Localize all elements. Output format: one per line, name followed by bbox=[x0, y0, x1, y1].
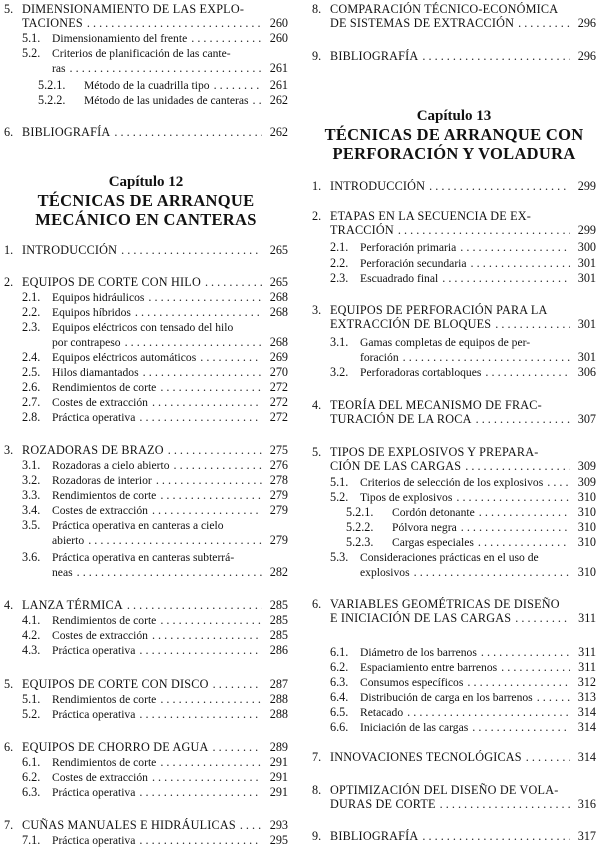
page-number: 301 bbox=[577, 271, 596, 285]
entry-title: VARIABLES GEOMÉTRICAS DE DISEÑO bbox=[330, 597, 560, 611]
entry-number: 2.3. bbox=[330, 271, 349, 285]
entry-number: 9. bbox=[312, 49, 322, 63]
page-number: 296 bbox=[577, 49, 596, 63]
entry-title: explosivos bbox=[360, 566, 410, 579]
toc-entry bbox=[312, 535, 596, 550]
chapter-heading bbox=[312, 107, 596, 163]
toc-entry bbox=[4, 320, 288, 350]
entry-title: Equipos eléctricos automáticos bbox=[52, 351, 197, 364]
entry-number: 3.1. bbox=[22, 458, 41, 472]
toc-entry bbox=[4, 818, 288, 832]
entry-number: 6.2. bbox=[22, 770, 41, 784]
entry-number: 8. bbox=[312, 783, 322, 797]
toc-entry bbox=[4, 2, 288, 30]
entry-title: Costes de extracción bbox=[52, 396, 148, 409]
entry-title: Práctica operativa en canteras subterrá- bbox=[52, 551, 235, 564]
entry-number: 6.5. bbox=[330, 705, 349, 719]
page-number: 296 bbox=[577, 16, 596, 30]
entry-number: 5. bbox=[312, 445, 322, 459]
toc-entry bbox=[312, 2, 596, 30]
entry-title: OPTIMIZACIÓN DEL DISEÑO DE VOLA- bbox=[330, 783, 559, 797]
page-number: 278 bbox=[269, 473, 288, 487]
entry-title: BIBLIOGRAFÍA bbox=[22, 125, 111, 139]
page-number: 262 bbox=[269, 93, 288, 107]
page-number: 265 bbox=[269, 275, 288, 289]
toc-entry bbox=[312, 750, 596, 764]
entry-number: 3.1. bbox=[330, 335, 349, 349]
entry-number: 6.6. bbox=[330, 720, 349, 734]
toc-entry bbox=[312, 256, 596, 271]
toc-entry bbox=[312, 490, 596, 505]
entry-title: Consideraciones prácticas en el uso de bbox=[360, 551, 539, 564]
entry-title: CUÑAS MANUALES E HIDRÁULICAS bbox=[22, 818, 236, 832]
page-number: 288 bbox=[269, 707, 288, 721]
entry-title: BIBLIOGRAFÍA bbox=[330, 49, 419, 63]
entry-number: 6.2. bbox=[330, 660, 349, 674]
entry-title: TIPOS DE EXPLOSIVOS Y PREPARA- bbox=[330, 445, 539, 459]
entry-number: 6.3. bbox=[22, 785, 41, 799]
page-number: 285 bbox=[269, 628, 288, 642]
entry-number: 2.6. bbox=[22, 380, 41, 394]
entry-number: 5. bbox=[4, 2, 14, 16]
page-number: 268 bbox=[269, 335, 288, 349]
page-number: 310 bbox=[577, 490, 596, 504]
page-number: 260 bbox=[269, 16, 288, 30]
entry-number: 4.3. bbox=[22, 643, 41, 657]
entry-title: abierto bbox=[52, 534, 85, 547]
toc-entry bbox=[4, 643, 288, 658]
entry-title: neas bbox=[52, 566, 73, 579]
entry-title: Equipos eléctricos con tensado del hilo bbox=[52, 321, 234, 334]
toc-entry bbox=[4, 243, 288, 257]
entry-title: TURACIÓN DE LA ROCA bbox=[330, 412, 472, 426]
toc-entry bbox=[312, 675, 596, 690]
entry-title: Cargas especiales bbox=[392, 536, 474, 549]
entry-title: INNOVACIONES TECNOLÓGICAS bbox=[330, 750, 522, 764]
entry-number: 3. bbox=[312, 303, 322, 317]
toc-entry bbox=[4, 350, 288, 365]
entry-number: 6. bbox=[4, 125, 14, 139]
entry-title: Perforación primaria bbox=[360, 241, 457, 254]
page-number: 272 bbox=[269, 395, 288, 409]
entry-number: 5.2.3. bbox=[346, 535, 374, 549]
page-number: 307 bbox=[577, 412, 596, 426]
page-number: 313 bbox=[577, 690, 596, 704]
entry-title: Costes de extracción bbox=[52, 771, 148, 784]
entry-number: 6.4. bbox=[330, 690, 349, 704]
toc-entry bbox=[312, 179, 596, 193]
toc-entry bbox=[312, 550, 596, 580]
page-number: 310 bbox=[577, 505, 596, 519]
toc-entry bbox=[312, 475, 596, 490]
entry-title: Distribución de carga en los barrenos bbox=[360, 691, 533, 704]
entry-number: 4. bbox=[312, 398, 322, 412]
entry-title: TEORÍA DEL MECANISMO DE FRAC- bbox=[330, 398, 542, 412]
toc-entry bbox=[312, 829, 596, 843]
toc-entry bbox=[312, 240, 596, 255]
entry-title: Método de la cuadrilla tipo bbox=[84, 79, 210, 92]
chapter-number: Capítulo 13 bbox=[416, 108, 492, 124]
entry-number: 8. bbox=[312, 2, 322, 16]
entry-number: 3.2. bbox=[22, 473, 41, 487]
page-number: 314 bbox=[577, 750, 596, 764]
entry-title: ROZADORAS DE BRAZO bbox=[22, 443, 164, 457]
page-number: 285 bbox=[269, 598, 288, 612]
entry-number: 5.2.2. bbox=[38, 93, 66, 107]
entry-number: 3.3. bbox=[22, 488, 41, 502]
toc-entry bbox=[312, 520, 596, 535]
entry-number: 5.1. bbox=[22, 692, 41, 706]
entry-title: INTRODUCCIÓN bbox=[22, 243, 118, 257]
toc-entry bbox=[4, 755, 288, 770]
toc-entry bbox=[4, 290, 288, 305]
entry-title: DIMENSIONAMIENTO DE LAS EXPLO- bbox=[22, 2, 245, 16]
page-number: 291 bbox=[269, 755, 288, 769]
page-number: 301 bbox=[577, 350, 596, 364]
entry-title: Práctica operativa en canteras a cielo bbox=[52, 519, 224, 532]
toc-entry bbox=[4, 93, 288, 108]
toc-entry bbox=[4, 125, 288, 139]
entry-title: Escuadrado final bbox=[360, 272, 439, 285]
toc-entry bbox=[4, 31, 288, 46]
chapter-title: PERFORACIÓN Y VOLADURA bbox=[332, 144, 576, 163]
entry-title: DE SISTEMAS DE EXTRACCIÓN bbox=[330, 16, 515, 30]
entry-number: 5. bbox=[4, 677, 14, 691]
toc-entry bbox=[4, 305, 288, 320]
toc-entry bbox=[4, 78, 288, 93]
entry-number: 2.1. bbox=[22, 290, 41, 304]
toc-entry bbox=[312, 49, 596, 63]
page-number: 310 bbox=[577, 520, 596, 534]
page-number: 316 bbox=[577, 797, 596, 811]
toc-entry bbox=[312, 783, 596, 811]
page-number: 276 bbox=[269, 458, 288, 472]
entry-title: Método de las unidades de canteras bbox=[84, 94, 249, 107]
page-number: 312 bbox=[577, 675, 596, 689]
entry-title: Cordón detonante bbox=[392, 506, 475, 519]
entry-number: 3.5. bbox=[22, 518, 41, 532]
page-number: 282 bbox=[269, 565, 288, 579]
chapter-number: Capítulo 12 bbox=[108, 174, 184, 190]
page-number: 311 bbox=[578, 660, 596, 674]
entry-number: 6.1. bbox=[22, 755, 41, 769]
page-number: 272 bbox=[269, 410, 288, 424]
entry-title: Hilos diamantados bbox=[52, 366, 139, 379]
toc-entry bbox=[4, 458, 288, 473]
toc-entry bbox=[4, 785, 288, 800]
toc-entry bbox=[4, 628, 288, 643]
entry-number: 7. bbox=[312, 750, 322, 764]
entry-number: 3. bbox=[4, 443, 14, 457]
entry-title: Rozadoras de interior bbox=[52, 474, 152, 487]
entry-title: Criterios de selección de los explosivos bbox=[360, 476, 544, 489]
entry-title: INTRODUCCIÓN bbox=[330, 179, 426, 193]
entry-title: Criterios de planificación de las cante- bbox=[52, 47, 231, 60]
toc-entry bbox=[312, 398, 596, 426]
entry-number: 6.1. bbox=[330, 645, 349, 659]
toc-entry bbox=[312, 597, 596, 625]
page-number: 286 bbox=[269, 643, 288, 657]
page-number: 317 bbox=[577, 829, 596, 843]
chapter-title: TÉCNICAS DE ARRANQUE CON bbox=[324, 125, 584, 144]
page-number: 260 bbox=[269, 31, 288, 45]
entry-number: 2.4. bbox=[22, 350, 41, 364]
entry-number: 5.1. bbox=[22, 31, 41, 45]
page-number: 275 bbox=[269, 443, 288, 457]
page-number: 291 bbox=[269, 785, 288, 799]
entry-number: 4.2. bbox=[22, 628, 41, 642]
entry-number: 6. bbox=[312, 597, 322, 611]
page-number: 288 bbox=[269, 692, 288, 706]
page-number: 262 bbox=[269, 125, 288, 139]
entry-title: Rendimientos de corte bbox=[52, 756, 157, 769]
toc-entry bbox=[312, 335, 596, 365]
page-number: 289 bbox=[269, 740, 288, 754]
entry-title: Retacado bbox=[360, 706, 404, 719]
entry-number: 2.5. bbox=[22, 365, 41, 379]
page-number: 306 bbox=[577, 365, 596, 379]
toc-entry bbox=[4, 677, 288, 691]
toc-entry bbox=[4, 380, 288, 395]
entry-title: DURAS DE CORTE bbox=[330, 797, 436, 811]
chapter-title: TÉCNICAS DE ARRANQUE bbox=[37, 191, 255, 210]
toc-entry bbox=[4, 275, 288, 289]
page-number: 269 bbox=[269, 350, 288, 364]
page-number: 301 bbox=[577, 317, 596, 331]
page-number: 261 bbox=[269, 61, 288, 75]
entry-title: TACIONES bbox=[22, 16, 83, 30]
entry-number: 5.3. bbox=[330, 550, 349, 564]
entry-number: 2. bbox=[4, 275, 14, 289]
entry-title: Iniciación de las cargas bbox=[360, 721, 469, 734]
page-number: 311 bbox=[578, 611, 596, 625]
toc-entry bbox=[312, 645, 596, 660]
entry-title: por contrapeso bbox=[52, 336, 121, 349]
page-number: 310 bbox=[577, 565, 596, 579]
entry-number: 9. bbox=[312, 829, 322, 843]
toc-entry bbox=[4, 395, 288, 410]
entry-number: 5.1. bbox=[330, 475, 349, 489]
entry-number: 5.2. bbox=[330, 490, 349, 504]
page-number: 268 bbox=[269, 305, 288, 319]
page-number: 272 bbox=[269, 380, 288, 394]
entry-number: 1. bbox=[312, 179, 322, 193]
toc-entry bbox=[312, 705, 596, 720]
chapter-title: MECÁNICO EN CANTERAS bbox=[35, 210, 257, 229]
entry-title: EQUIPOS DE CHORRO DE AGUA bbox=[22, 740, 209, 754]
entry-title: Costes de extracción bbox=[52, 504, 148, 517]
entry-title: COMPARACIÓN TÉCNICO-ECONÓMICA bbox=[330, 2, 559, 16]
entry-number: 2.1. bbox=[330, 240, 349, 254]
entry-title: Rozadoras a cielo abierto bbox=[52, 459, 170, 472]
page-number: 287 bbox=[269, 677, 288, 691]
entry-title: Consumos específicos bbox=[360, 676, 464, 689]
entry-title: foración bbox=[360, 351, 399, 364]
page-number: 295 bbox=[269, 833, 288, 847]
entry-title: BIBLIOGRAFÍA bbox=[330, 829, 419, 843]
toc-entry bbox=[4, 833, 288, 848]
toc-entry bbox=[312, 720, 596, 735]
entry-title: Perforación secundaria bbox=[360, 257, 467, 270]
toc-entry bbox=[4, 488, 288, 503]
toc-entry bbox=[4, 46, 288, 76]
entry-number: 3.6. bbox=[22, 550, 41, 564]
entry-title: E INICIACIÓN DE LAS CARGAS bbox=[330, 611, 512, 625]
entry-number: 4. bbox=[4, 598, 14, 612]
toc-entry bbox=[4, 443, 288, 457]
entry-number: 5.2.2. bbox=[346, 520, 374, 534]
entry-number: 2.2. bbox=[330, 256, 349, 270]
toc-entry bbox=[4, 365, 288, 380]
entry-title: EQUIPOS DE PERFORACIÓN PARA LA bbox=[330, 303, 548, 317]
entry-title: EQUIPOS DE CORTE CON HILO bbox=[22, 275, 201, 289]
toc-entry bbox=[312, 660, 596, 675]
toc-entry bbox=[4, 613, 288, 628]
entry-title: Práctica operativa bbox=[52, 411, 136, 424]
toc-entry bbox=[312, 505, 596, 520]
page-number: 268 bbox=[269, 290, 288, 304]
page-number: 310 bbox=[577, 535, 596, 549]
entry-title: TRACCIÓN bbox=[330, 223, 394, 237]
page-number: 293 bbox=[269, 818, 288, 832]
toc-entry bbox=[4, 503, 288, 518]
toc-entry bbox=[4, 707, 288, 722]
entry-title: ras bbox=[52, 62, 66, 75]
toc-entry bbox=[4, 692, 288, 707]
page-number: 299 bbox=[577, 179, 596, 193]
page-number: 311 bbox=[578, 645, 596, 659]
toc-entry bbox=[4, 473, 288, 488]
entry-title: Rendimientos de corte bbox=[52, 489, 157, 502]
entry-number: 6. bbox=[4, 740, 14, 754]
page-number: 314 bbox=[577, 720, 596, 734]
page-number: 309 bbox=[577, 475, 596, 489]
page-number: 279 bbox=[269, 488, 288, 502]
page-number: 261 bbox=[269, 78, 288, 92]
page-number: 301 bbox=[577, 256, 596, 270]
page-number: 265 bbox=[269, 243, 288, 257]
toc-entry bbox=[4, 518, 288, 548]
entry-title: Dimensionamiento del frente bbox=[52, 32, 188, 45]
entry-number: 2.3. bbox=[22, 320, 41, 334]
entry-title: ETAPAS EN LA SECUENCIA DE EX- bbox=[330, 209, 532, 223]
entry-number: 7.1. bbox=[22, 833, 41, 847]
entry-title: EQUIPOS DE CORTE CON DISCO bbox=[22, 677, 209, 691]
page-number: 279 bbox=[269, 503, 288, 517]
toc-entry bbox=[312, 271, 596, 286]
entry-title: Espaciamiento entre barrenos bbox=[360, 661, 498, 674]
entry-title: EXTRACCIÓN DE BLOQUES bbox=[330, 317, 492, 331]
page-number: 285 bbox=[269, 613, 288, 627]
entry-number: 1. bbox=[4, 243, 14, 257]
toc-entry bbox=[312, 445, 596, 473]
entry-number: 2.2. bbox=[22, 305, 41, 319]
entry-title: Práctica operativa bbox=[52, 786, 136, 799]
page-number: 270 bbox=[269, 365, 288, 379]
entry-title: Pólvora negra bbox=[392, 521, 457, 534]
entry-number: 5.2.1. bbox=[38, 78, 66, 92]
page-number: 291 bbox=[269, 770, 288, 784]
toc-entry bbox=[312, 690, 596, 705]
entry-title: Rendimientos de corte bbox=[52, 693, 157, 706]
entry-title: Práctica operativa bbox=[52, 644, 136, 657]
page-number: 300 bbox=[577, 240, 596, 254]
page-number: 299 bbox=[577, 223, 596, 237]
entry-title: LANZA TÉRMICA bbox=[22, 598, 123, 612]
entry-title: Rendimientos de corte bbox=[52, 614, 157, 627]
entry-number: 6.3. bbox=[330, 675, 349, 689]
entry-title: Costes de extracción bbox=[52, 629, 148, 642]
entry-number: 2. bbox=[312, 209, 322, 223]
toc-entry bbox=[312, 303, 596, 331]
entry-title: Diámetro de los barrenos bbox=[360, 646, 477, 659]
toc-entry bbox=[4, 550, 288, 580]
chapter-heading bbox=[4, 173, 288, 229]
entry-number: 5.2.1. bbox=[346, 505, 374, 519]
page-number: 279 bbox=[269, 533, 288, 547]
toc-entry bbox=[4, 770, 288, 785]
entry-title: CIÓN DE LAS CARGAS bbox=[330, 459, 462, 473]
entry-title: Equipos hidráulicos bbox=[52, 291, 145, 304]
toc-entry bbox=[312, 209, 596, 237]
entry-number: 3.4. bbox=[22, 503, 41, 517]
toc-entry bbox=[4, 740, 288, 754]
entry-title: Práctica operativa bbox=[52, 834, 136, 847]
toc-entry bbox=[4, 598, 288, 612]
entry-title: Perforadoras cortabloques bbox=[360, 366, 482, 379]
toc-entry bbox=[4, 410, 288, 425]
entry-number: 2.7. bbox=[22, 395, 41, 409]
entry-number: 5.2. bbox=[22, 707, 41, 721]
toc-entry bbox=[312, 365, 596, 380]
page-number: 314 bbox=[577, 705, 596, 719]
entry-title: Rendimientos de corte bbox=[52, 381, 157, 394]
entry-title: Práctica operativa bbox=[52, 708, 136, 721]
entry-number: 4.1. bbox=[22, 613, 41, 627]
entry-number: 5.2. bbox=[22, 46, 41, 60]
entry-title: Gamas completas de equipos de per- bbox=[360, 336, 531, 349]
entry-number: 2.8. bbox=[22, 410, 41, 424]
page-number: 309 bbox=[577, 459, 596, 473]
entry-title: Tipos de explosivos bbox=[360, 491, 453, 504]
entry-number: 3.2. bbox=[330, 365, 349, 379]
entry-number: 7. bbox=[4, 818, 14, 832]
entry-title: Equipos híbridos bbox=[52, 306, 131, 319]
